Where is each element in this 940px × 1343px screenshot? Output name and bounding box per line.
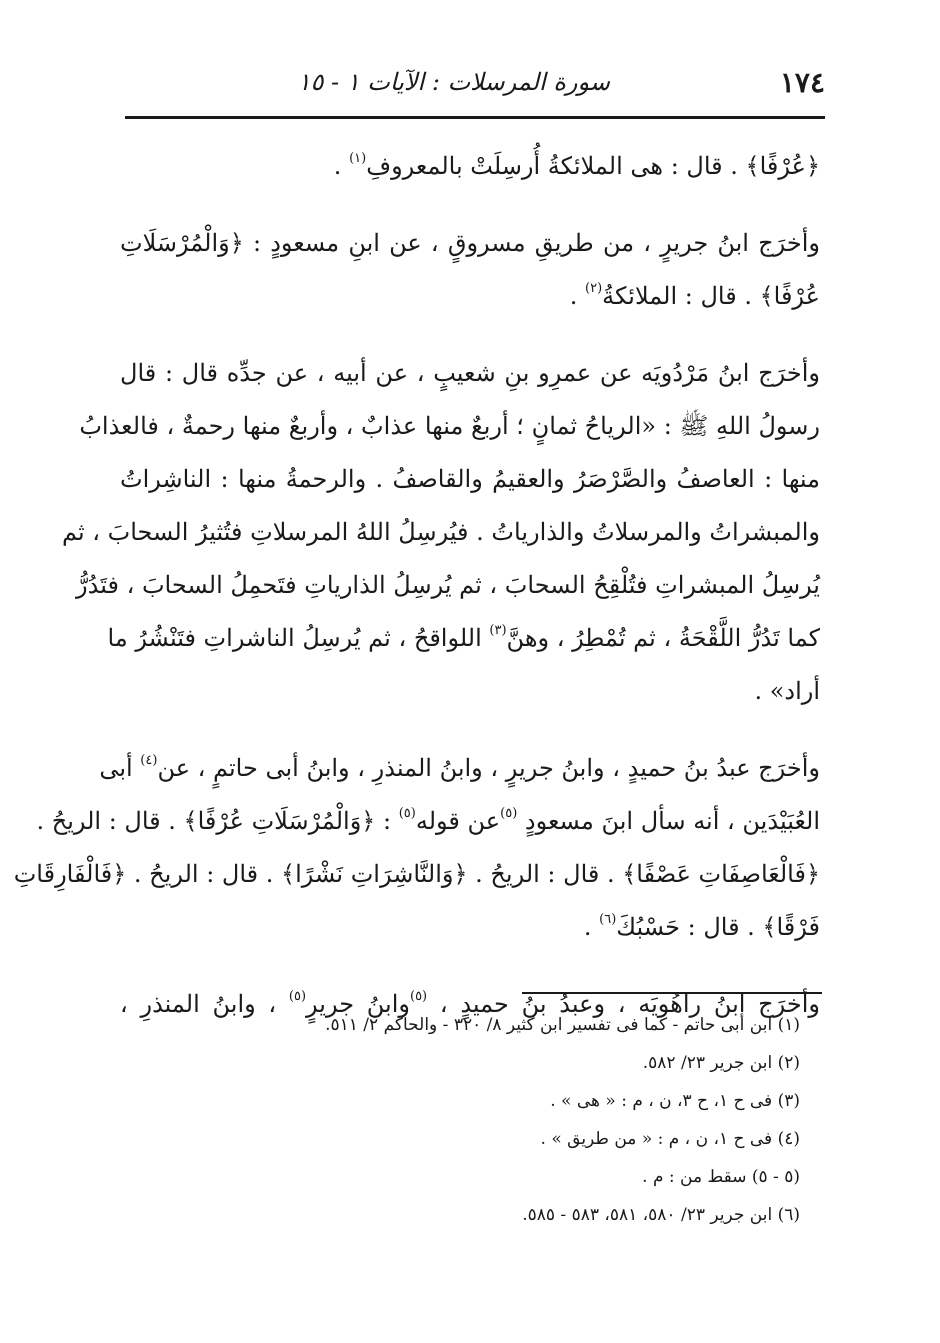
footnote-marker: (٥) [500, 806, 518, 821]
footnote: (٤) فى ح ١، ن ، م : « من طريق » . [540, 1129, 800, 1149]
footnote-marker: (٥) [288, 989, 307, 1004]
text-line: وأخرَج ابنُ جريرٍ ، من طريقِ مسروقٍ ، عن ابنِ مسعودٍ : ﴿وَالْمُرْسَلَاتِ [120, 229, 820, 257]
footnote: (١) ابن أبى حاتم - كما فى تفسير ابن كثير ٨/ ٣٢٠ - والحاكم ٢/ ٥١١. [325, 1015, 800, 1035]
text-line: العُبَيْدَين ، أنه سأل ابنَ مسعودٍ $^{(٥)}$عن قوله$^{(٥)}$ : ﴿وَالْمُرْسَلَاتِ عُرْفًا﴾ . قال : الريحُ . [36, 806, 820, 835]
text-line: وأخرَج ابنُ مَرْدُويَه عن عمرِو بنِ شعيبٍ ، عن أبيه ، عن جدِّه قال : قال [120, 359, 820, 387]
text-line: وأخرَج ابنُ راهُويَه ، وعبدُ بنُ حميدٍ ، $^{(٥)}$وابنُ جريرٍ$^{(٥)}$ ، وابنُ المنذرِ ، [120, 989, 821, 1018]
text-line: ﴿فَالْعَاصِفَاتِ عَصْفًا﴾ . قال : الريحُ . ﴿وَالنَّاشِرَاتِ نَشْرًا﴾ . قال : الريحُ . ﴿فَالْفَارِقَاتِ [13, 860, 820, 888]
header-rule [125, 116, 825, 119]
text-line: وأخرَج عبدُ بنُ حميدٍ ، وابنُ جريرٍ ، وابنُ المنذرِ ، وابنُ أبى حاتمٍ ، عن$^{(٤)}$ أبى [99, 753, 820, 782]
paragraph-gap [120, 718, 820, 742]
page-header [125, 62, 825, 108]
footnote-rule [522, 992, 822, 994]
body-text [13, 140, 821, 1031]
footnote-marker: (٥) [409, 989, 428, 1004]
text-line: يُرسِلُ المبشراتِ فتُلْقِحُ السحابَ ، ثم يُرسِلُ الذارياتِ فتَحمِلُ السحابَ ، فتَدُرُّ [76, 571, 820, 599]
footnote: (٦) ابن جرير ٢٣/ ٥٨٠، ٥٨١، ٥٨٣ - ٥٨٥. [522, 1205, 800, 1225]
footnote-marker: (٢) [585, 281, 603, 296]
footnote-marker: (٤) [140, 753, 158, 768]
text-line: والمبشراتُ والمرسلاتُ والذارياتُ . فيُرسِلُ اللهُ المرسلاتِ فتُثيرُ السحابَ ، ثم [61, 518, 820, 546]
text-line: ﴿عُرْفًا﴾ . قال : هى الملائكةُ أُرسِلَتْ بالمعروفِ$^{(١)}$ . [333, 151, 820, 180]
text-line: رسولُ اللهِ ﷺ : «الرياحُ ثمانٍ ؛ أربعٌ منها عذابٌ ، وأربعٌ منها رحمةٌ ، فالعذابُ [79, 412, 820, 440]
paragraph-gap [120, 954, 820, 978]
footnote-marker: (٣) [489, 623, 507, 638]
paragraph-gap [120, 193, 820, 217]
text-line: عُرْفًا﴾ . قال : الملائكةُ$^{(٢)}$ . [569, 281, 820, 310]
text-line: منها : العاصفُ والصَّرْصَرُ والعقيمُ والقاصفُ . والرحمةُ منها : الناشِراتُ [120, 465, 820, 493]
text-line: كما تَدُرُّ اللَّقْحَةُ ، ثم تُمْطِرُ ، وهنَّ$^{(٣)}$ اللواقحُ ، ثم يُرسِلُ الناشراتِ فتَنْشُرُ ما [107, 623, 820, 652]
footnote: (٣) فى ح ١، ح ٣، ن ، م : « هى » . [550, 1091, 800, 1111]
text-line: أراد» . [754, 677, 820, 705]
footnote: (٢) ابن جرير ٢٣/ ٥٨٢. [642, 1053, 800, 1073]
paragraph-gap [120, 323, 820, 347]
footnote: (٥ - ٥) سقط من : م . [642, 1167, 800, 1187]
running-title: سورة المرسلات : الآيات ١ - ١٥ [297, 68, 610, 96]
footnote-marker: (٥) [398, 806, 416, 821]
footnotes [120, 1006, 820, 1234]
text-line: فَرْقًا﴾ . قال : حَسْبُكَ$^{(٦)}$ . [583, 912, 820, 941]
footnote-marker: (٦) [599, 912, 617, 927]
footnote-marker: (١) [349, 151, 367, 166]
page-number: ١٧٤ [779, 66, 825, 99]
